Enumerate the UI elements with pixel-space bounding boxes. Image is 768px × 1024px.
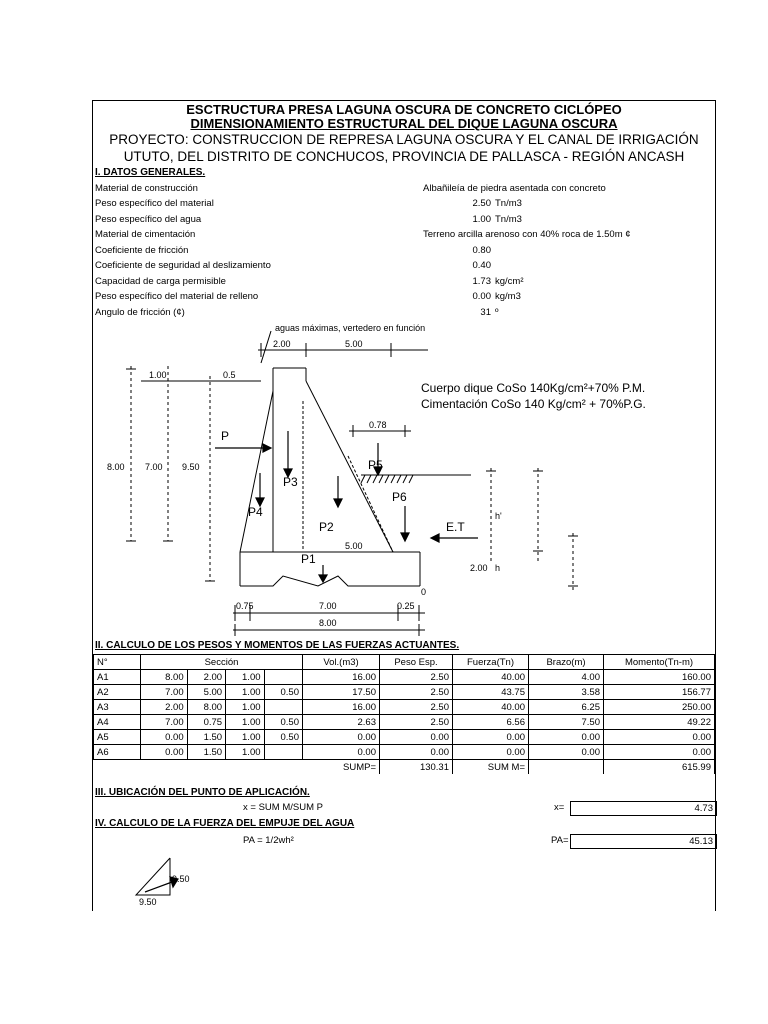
dato-label: Material de cimentación	[95, 229, 196, 240]
pa-label: PA=	[551, 835, 569, 846]
cell: 2.50	[380, 670, 453, 685]
cell: 1.00	[226, 715, 264, 730]
cell: A6	[94, 745, 141, 760]
cell: 17.50	[303, 685, 380, 700]
force-p4-label: P4	[248, 505, 263, 519]
table-row	[94, 730, 715, 745]
title-line-1: ESCTRUCTURA PRESA LAGUNA OSCURA DE CONCRETO CICLÓPEO	[186, 102, 622, 117]
section-datos-generales-title: I. DATOS GENERALES.	[95, 167, 206, 178]
project-line-1: PROYECTO: CONSTRUCCION DE REPRESA LAGUNA OSCURA Y EL CANAL DE IRRIGACIÓN	[109, 132, 699, 147]
cell: A2	[94, 685, 141, 700]
dato-value: 31	[480, 307, 491, 318]
dim-2-00: 2.00	[470, 563, 488, 573]
cell: 0.00	[303, 730, 380, 745]
cell: 0.00	[141, 730, 188, 745]
table-row	[94, 670, 715, 685]
force-p2-label: P2	[319, 520, 334, 534]
dato-label: Coeficiente de fricción	[95, 245, 189, 256]
height-8-00: 8.00	[107, 462, 125, 472]
dato-value: 1.00	[472, 214, 491, 225]
summ-label: SUM M=	[453, 760, 529, 775]
h-prime-label: h'	[495, 511, 502, 521]
cell: 0.00	[380, 745, 453, 760]
dim-0-5: 0.5	[223, 370, 236, 380]
cell: A5	[94, 730, 141, 745]
note-cimentacion: Cimentación CoSo 140 Kg/cm² + 70%P.G.	[421, 397, 646, 411]
cell: 40.00	[453, 670, 529, 685]
cell: 0.00	[303, 745, 380, 760]
dato-unit: kg/cm²	[495, 276, 524, 287]
cell: A3	[94, 700, 141, 715]
cell: 2.63	[303, 715, 380, 730]
table-header-row	[94, 655, 715, 670]
cell: A1	[94, 670, 141, 685]
dato-value: 0.40	[472, 260, 491, 271]
weights-moments-table	[93, 654, 715, 774]
note-cuerpo-dique: Cuerpo dique CoSo 140Kg/cm²+70% P.M.	[421, 381, 646, 395]
cell: 2.00	[141, 700, 188, 715]
cell: 6.56	[453, 715, 529, 730]
cell: 1.50	[187, 730, 225, 745]
table-row	[94, 685, 715, 700]
bottom-dim-7-00: 7.00	[319, 601, 337, 611]
triangle-height-label: 9.50	[172, 874, 190, 884]
cell: 0.50	[264, 715, 302, 730]
cell: 0.50	[264, 730, 302, 745]
base-5-00: 5.00	[345, 541, 363, 551]
x-formula: x = SUM M/SUM P	[243, 802, 323, 813]
top-dim-b: 5.00	[345, 339, 363, 349]
dato-label: Angulo de fricción (¢)	[95, 307, 185, 318]
dato-label: Peso específico del material de relleno	[95, 291, 259, 302]
header-cell: Sección	[141, 655, 303, 670]
force-p-label: P	[221, 429, 230, 443]
cell: 1.00	[226, 700, 264, 715]
cell: 0.00	[529, 730, 604, 745]
dato-value: Albañileía de piedra asentada con concreto	[423, 183, 606, 194]
summ-value: 615.99	[604, 760, 715, 775]
cell: 0.00	[453, 730, 529, 745]
cell: 49.22	[604, 715, 715, 730]
header-cell: Fuerza(Tn)	[453, 655, 529, 670]
force-p1-label: P1	[301, 552, 316, 566]
dato-label: Material de construcción	[95, 183, 198, 194]
dato-unit: Tn/m3	[495, 214, 522, 225]
force-p6-label: P6	[392, 490, 407, 504]
pa-value-cell: 45.13	[570, 834, 717, 849]
header-cell: Brazo(m)	[529, 655, 604, 670]
cell: 16.00	[303, 670, 380, 685]
cell: 1.00	[226, 745, 264, 760]
zero-label: 0	[421, 587, 427, 597]
cell: 16.00	[303, 700, 380, 715]
title-line-2: DIMENSIONAMIENTO ESTRUCTURAL DEL DIQUE LAGUNA OSCURA	[190, 116, 618, 131]
cell: 156.77	[604, 685, 715, 700]
cell: 5.00	[187, 685, 225, 700]
force-p5-label: P5	[368, 458, 383, 472]
cell: A4	[94, 715, 141, 730]
dato-value: 0.80	[472, 245, 491, 256]
section-empuje-agua-title: IV. CALCULO DE LA FUERZA DEL EMPUJE DEL AGUA	[95, 818, 355, 829]
x-label: x=	[554, 802, 565, 813]
table-row	[94, 700, 715, 715]
cell: 250.00	[604, 700, 715, 715]
cell: 7.00	[141, 715, 188, 730]
cell: 0.00	[604, 745, 715, 760]
dato-label: Coeficiente de seguridad al deslizamiento	[95, 260, 271, 271]
bottom-dim-0-75: 0.75	[236, 601, 254, 611]
dato-unit: kg/m3	[495, 291, 521, 302]
cell: 43.75	[453, 685, 529, 700]
force-p3-label: P3	[283, 475, 298, 489]
triangle-base-label: 9.50	[139, 897, 157, 907]
header-cell: Vol.(m3)	[303, 655, 380, 670]
dato-label: Capacidad de carga permisible	[95, 276, 226, 287]
spreadsheet-page	[92, 100, 716, 911]
header-cell: N°	[94, 655, 141, 670]
cell: 4.00	[529, 670, 604, 685]
dato-value: Terreno arcilla arenoso con 40% roca de 1.50m ¢	[423, 229, 631, 240]
dato-value: 1.73	[472, 276, 491, 287]
cell: 8.00	[141, 670, 188, 685]
pa-formula: PA = 1/2wh²	[243, 835, 294, 846]
cell: 160.00	[604, 670, 715, 685]
header-cell: Peso Esp.	[380, 655, 453, 670]
table-row	[94, 745, 715, 760]
cell	[264, 745, 302, 760]
cell: 1.00	[226, 730, 264, 745]
cell: 2.50	[380, 685, 453, 700]
cell: 0.00	[453, 745, 529, 760]
table-row	[94, 715, 715, 730]
height-9-50: 9.50	[182, 462, 200, 472]
dim-0-78: 0.78	[369, 420, 387, 430]
section-calculo-pesos-title: II. CALCULO DE LOS PESOS Y MOMENTOS DE LAS FUERZAS ACTUANTES.	[95, 640, 460, 651]
cell: 0.00	[141, 745, 188, 760]
cell: 2.50	[380, 700, 453, 715]
header-cell: Momento(Tn-m)	[604, 655, 715, 670]
top-dim-a: 2.00	[273, 339, 291, 349]
aguas-maximas-label: aguas máximas, vertedero en función	[275, 323, 426, 333]
cell: 0.00	[529, 745, 604, 760]
sump-label: SUMP=	[303, 760, 380, 775]
cell: 2.50	[380, 715, 453, 730]
dato-value: 2.50	[472, 198, 491, 209]
table-totals-row	[94, 760, 715, 775]
project-line-2: UTUTO, DEL DISTRITO DE CONCHUCOS, PROVINCIA DE PALLASCA - REGIÓN ANCASH	[123, 149, 685, 164]
cell: 2.00	[187, 670, 225, 685]
x-value-cell: 4.73	[570, 801, 717, 816]
cell: 3.58	[529, 685, 604, 700]
cell: 0.75	[187, 715, 225, 730]
cell: 1.00	[226, 685, 264, 700]
force-et-label: E.T	[446, 520, 465, 534]
cell: 0.00	[380, 730, 453, 745]
height-7-00: 7.00	[145, 462, 163, 472]
cell: 1.00	[226, 670, 264, 685]
cell	[264, 670, 302, 685]
cell	[264, 700, 302, 715]
section-ubicacion-title: III. UBICACIÓN DEL PUNTO DE APLICACIÓN.	[95, 787, 310, 798]
dato-unit: º	[495, 307, 499, 318]
cell: 8.00	[187, 700, 225, 715]
dato-label: Peso específico del material	[95, 198, 214, 209]
cell: 1.50	[187, 745, 225, 760]
cell: 7.50	[529, 715, 604, 730]
cell: 0.00	[604, 730, 715, 745]
cell: 6.25	[529, 700, 604, 715]
sump-value: 130.31	[380, 760, 453, 775]
h-label: h	[495, 563, 501, 573]
dato-value: 0.00	[472, 291, 491, 302]
bottom-dim-0-25: 0.25	[397, 601, 415, 611]
cell: 7.00	[141, 685, 188, 700]
dato-label: Peso específico del agua	[95, 214, 202, 225]
cell: 40.00	[453, 700, 529, 715]
cell: 0.50	[264, 685, 302, 700]
dato-unit: Tn/m3	[495, 198, 522, 209]
bottom-dim-8-00: 8.00	[319, 618, 337, 628]
dim-1-00: 1.00	[149, 370, 167, 380]
